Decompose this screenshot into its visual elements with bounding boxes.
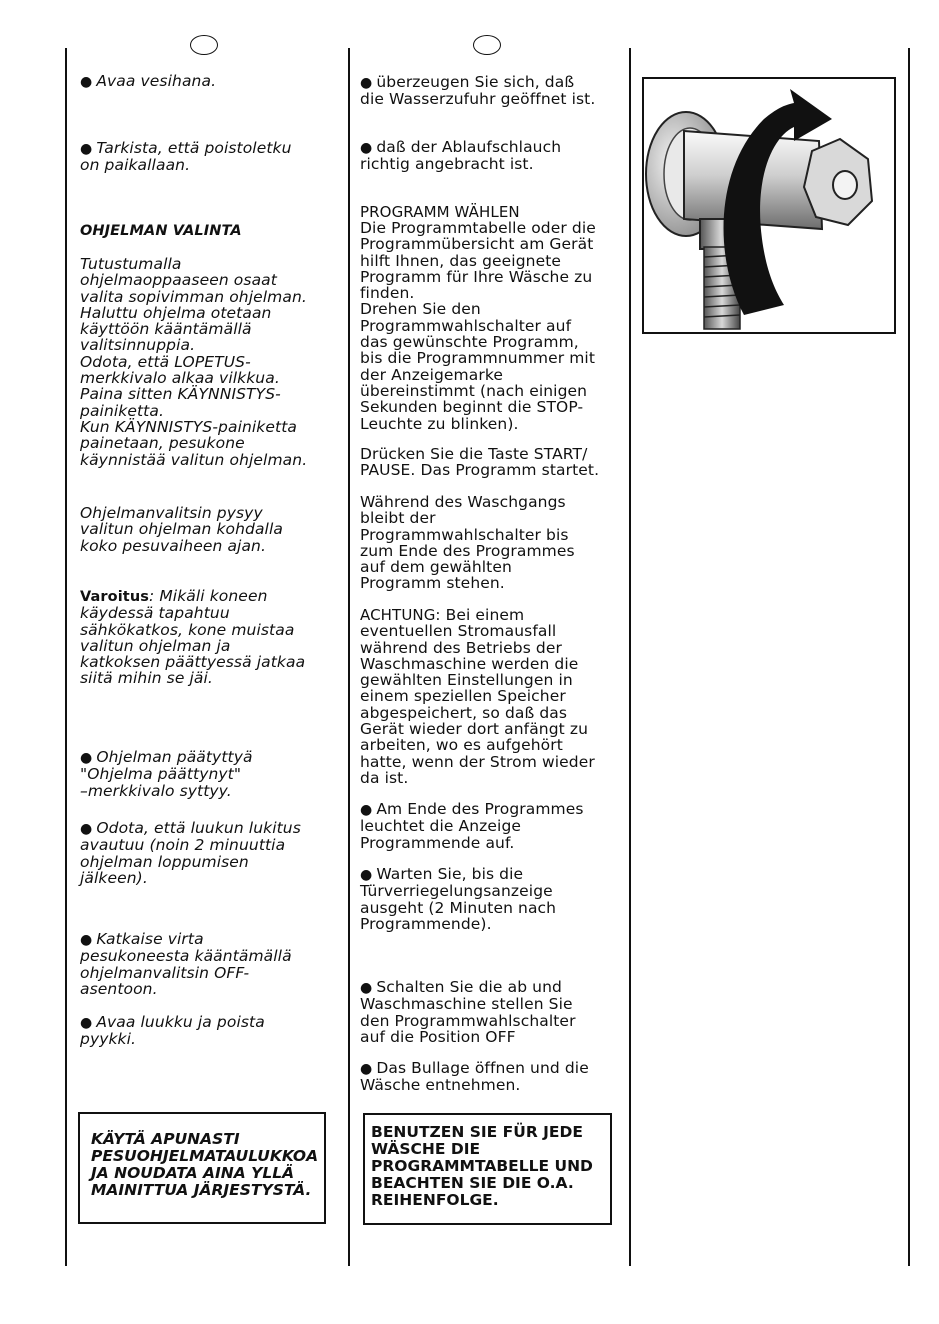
de-program-text: Die Programmtabelle oder die Programmübersicht am Gerät hilft Ihnen, das geeignete Programm für Ihre Wäsche zu finden. Drehen Sie den Programmwahlschalter auf das gewünschte Programm, bis die Programmnummer mit der Anzeigemarke übereinstimmt (nach einigen Sekunden beginnt die STOP- Leuchte zu blinken). (360, 219, 596, 433)
de-start-text: Drücken Sie die Taste START/ PAUSE. Das Programm startet. (360, 445, 600, 480)
fi-open-door: ● Avaa luukku ja poista pyykki. (80, 1014, 342, 1048)
fi-power-off: ● Katkaise virta pesukoneesta kääntämällä ohjelmanvalitsin OFF- asentoon. (80, 931, 342, 997)
de-open-tap: ● überzeugen Sie sich, daß die Wasserzufuhr geöffnet ist. (360, 74, 622, 108)
language-marker-german (473, 35, 501, 55)
de-door-lock: ● Warten Sie, bis die Türverriegelungsanzeige ausgeht (2 Minuten nach Programmende). (360, 866, 622, 932)
water-tap-icon (644, 79, 894, 332)
column-rule-right (629, 48, 631, 1266)
de-check-hose: ● daß der Ablaufschlauch richtig angebracht ist. (360, 139, 622, 173)
de-power-off: ● Schalten Sie die ab und Waschmaschine stellen Sie den Programmwahlschalter auf die Position OFF (360, 979, 622, 1045)
fi-warning (80, 588, 342, 687)
fi-check-hose: ● Tarkista, että poistoletku on paikallaan. (80, 140, 342, 174)
water-tap-illustration (642, 77, 896, 334)
de-warning-text: Bei einem eventuellen Stromausfall während des Betriebs der Waschmaschine werden die gewählten Einstellungen in einem speziellen Speicher abgespeichert, so daß das Gerät wieder dort anfängt zu arbeiten, wo es aufgehört hatte, wenn der Strom wieder da ist. (360, 606, 595, 787)
language-marker-finnish (190, 35, 218, 55)
de-warning (360, 607, 622, 786)
column-rule-left (65, 48, 67, 1266)
fi-open-tap: ● Avaa vesihana. (80, 73, 342, 90)
de-reminder-box: BENUTZEN SIE FÜR JEDE WÄSCHE DIE PROGRAMMTABELLE UND BEACHTEN SIE DIE O.A. REIHENFOLGE. (363, 1113, 612, 1225)
fi-program-text: Tutustumalla ohjelmaoppaaseen osaat valita sopivimman ohjelman. Haluttu ohjelma otetaan käyttöön kääntämällä valitsinnuppia. Odota, että LOPETUS- merkkivalo alkaa vilkkua. Paina sitten KÄYNNISTYS- painiketta. Kun KÄYNNISTYS-painiketta painetaan, pesukone käynnistää valitun ohjelman. (80, 255, 308, 469)
column-rule-far-right (908, 48, 910, 1266)
column-rule-middle (348, 48, 350, 1266)
de-program-heading: PROGRAMM WÄHLEN (360, 203, 520, 221)
de-warning-label: ACHTUNG: (360, 606, 441, 624)
fi-door-lock: ● Odota, että luukun lukitus avautuu (noin 2 minuuttia ohjelman loppumisen jälkeen). (80, 820, 342, 886)
de-program-end: ● Am Ende des Programmes leuchtet die Anzeige Programmende auf. (360, 801, 622, 851)
fi-program-heading: OHJELMAN VALINTA (80, 223, 242, 239)
fi-warning-text: : Mikäli koneen käydessä tapahtuu sähkökatkos, kone muistaa valitun ohjelman ja katkoksen päättyessä jatkaa siitä mihin se jäi. (80, 587, 306, 688)
fi-selector-text: Ohjelmanvalitsin pysyy valitun ohjelman kohdalla koko pesuvaiheen ajan. (80, 504, 283, 555)
fi-reminder-box: KÄYTÄ APUNASTI PESUOHJELMATAULUKKOA JA NOUDATA AINA YLLÄ MAINITTUA JÄRJESTYSTÄ. (78, 1112, 326, 1224)
de-open-door: ● Das Bullage öffnen und die Wäsche entnehmen. (360, 1060, 622, 1094)
fi-warning-label: Varoitus (80, 589, 149, 605)
de-selector-text: Während des Waschgangs bleibt der Programmwahlschalter bis zum Ende des Programmes auf dem gewählten Programm stehen. (360, 493, 575, 593)
fi-program-end: ● Ohjelman päätyttyä "Ohjelma päättynyt" –merkkivalo syttyy. (80, 749, 342, 799)
